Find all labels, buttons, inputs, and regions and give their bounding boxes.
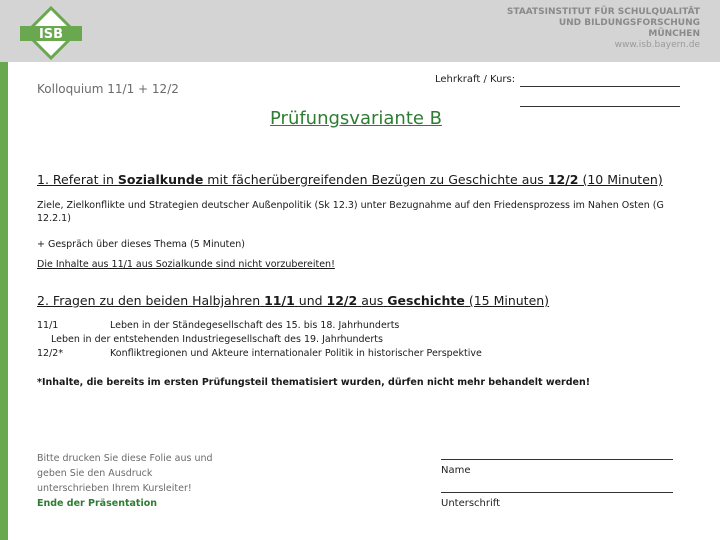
kolloquium-label: Kolloquium 11/1 + 12/2 — [37, 82, 179, 96]
section-2-mid: und — [298, 293, 323, 308]
topic-row-1-label: 11/1 — [37, 320, 59, 331]
institute-name — [507, 7, 700, 51]
end-of-presentation: Ende der Präsentation — [37, 498, 157, 509]
page-title: Prüfungsvariante B — [270, 108, 443, 129]
section-1-note: Die Inhalte aus 11/1 aus Sozialkunde sind nicht vorzubereiten! — [37, 259, 335, 270]
logo-text: ISB — [38, 27, 64, 42]
section-2-subject: Geschichte — [387, 293, 465, 308]
isb-logo — [16, 6, 86, 60]
section-2-pre: Fragen zu den beiden Halbjahren — [52, 293, 261, 308]
section-2-grade-1: 11/1 — [264, 293, 295, 308]
section-2-grade-2: 12/2 — [326, 293, 358, 308]
section-2-tail: (15 Minuten) — [468, 293, 550, 308]
topic-row-1-text: Leben in der Ständegesellschaft des 15. bis 18. Jahrhunderts — [110, 320, 400, 331]
section-1-pre: Referat in — [52, 172, 114, 187]
topic-row-3-label: 12/2* — [37, 348, 64, 359]
section-2-num: 2. — [37, 293, 49, 308]
left-accent-bar — [0, 62, 8, 540]
topic-row-2-text: Leben in der entstehenden Industriegesellschaft des 19. Jahrhunderts — [51, 334, 383, 345]
section-1-gespraech: + Gespräch über dieses Thema (5 Minuten) — [37, 239, 245, 250]
section-2-pre2: aus — [361, 293, 384, 308]
name-line — [441, 459, 673, 460]
section-1-heading — [37, 172, 663, 187]
footnote: *Inhalte, die bereits im ersten Prüfungsteil thematisiert wurden, dürfen nicht mehr behandelt werden! — [37, 377, 591, 388]
lehrkraft-line-2 — [520, 106, 680, 107]
print-instruction-line-1: Bitte drucken Sie diese Folie aus und — [37, 453, 213, 464]
section-1-grade: 12/2 — [547, 172, 579, 187]
lehrkraft-label: Lehrkraft / Kurs: — [435, 74, 516, 85]
name-label: Name — [441, 465, 471, 476]
section-1-num: 1. — [37, 172, 49, 187]
print-instruction-line-2: geben Sie den Ausdruck — [37, 468, 153, 479]
signature-label: Unterschrift — [441, 498, 501, 509]
lehrkraft-line-1 — [520, 86, 680, 87]
institute-line-2: UND BILDUNGSFORSCHUNG — [558, 18, 700, 28]
section-1-detail: Ziele, Zielkonflikte und Strategien deutscher Außenpolitik (Sk 12.3) unter Bezugnahme auf den Friedensprozess im Nahen Osten (G 12.2.1) — [37, 200, 664, 224]
topic-row-3-text: Konfliktregionen und Akteure internationaler Politik in historischer Perspektive — [110, 348, 482, 359]
signature-line — [441, 492, 673, 493]
section-1-subject: Sozialkunde — [117, 172, 204, 187]
institute-line-3: MÜNCHEN — [648, 29, 700, 39]
institute-line-1: STAATSINSTITUT FÜR SCHULQUALITÄT — [506, 7, 700, 17]
print-instruction — [37, 451, 237, 511]
section-2-heading — [37, 293, 549, 308]
section-1-tail: (10 Minuten) — [582, 172, 663, 187]
section-1-post: mit fächerübergreifenden Bezügen zu Geschichte aus — [207, 172, 544, 187]
institute-website: www.isb.bayern.de — [614, 40, 700, 50]
print-instruction-line-3: unterschrieben Ihrem Kursleiter! — [37, 483, 192, 494]
